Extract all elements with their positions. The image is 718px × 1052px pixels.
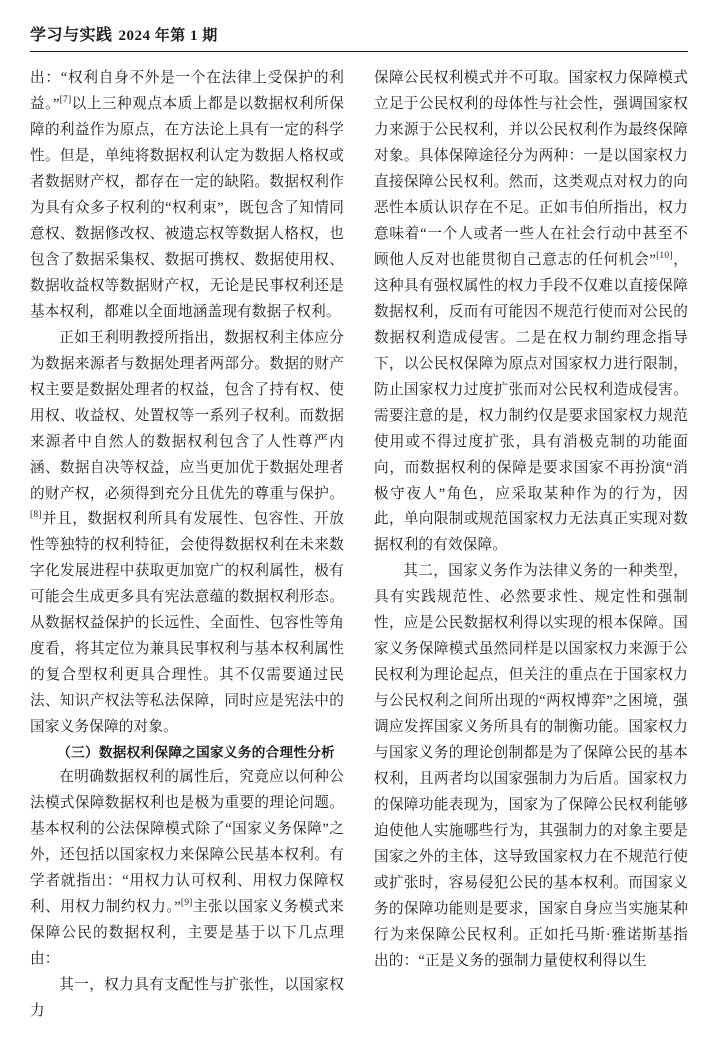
paragraph-left-4: 在明确数据权利的属性后，究竟应以何种公法模式保障数据权利也是极为重要的理论问题。基本权利的公法保障模式除了“国家义务保障”之外，还包括以国家权力来保障公民基本权利。有学者就指出：“用权力认可权利、用权力保障权利、用权力制约权力。”[9]主张以国家义务模式来保障公民的数据权利，主要是基于以下几点理由：: [30, 769, 344, 968]
paragraph-left-5: 其一，权力具有支配性与扩张性，以国家权力: [30, 977, 344, 1020]
column-right: [374, 66, 688, 975]
journal-title: 学习与实践: [30, 27, 113, 44]
body-columns: [30, 66, 688, 1025]
paragraph-left-3-subheading: （三）数据权利保障之国家义务的合理性分析: [57, 745, 336, 761]
journal-issue: 2024 年第 1 期: [118, 28, 218, 44]
paragraph-left-2: 正如王利明教授所指出，数据权利主体应分为数据来源者与数据处理者两部分。数据的财产权主要是数据处理者的权益，包含了持有权、使用权、收益权、处置权等一系列子权利。而数据来源者中自然人的数据权利包含了人性尊严内涵、数据自决等权益，应当更加优于数据处理者的财产权，必须得到充分且优先的尊重与保护。[8]并且，数据权利所具有发展性、包容性、开放性等独特的权利特征，会使得数据权利在未来数字化发展进程中获取更加宽广的权利属性，极有可能会生成更多具有宪法意蕴的数据权利形态。从数据权益保护的长远性、全面性、包容性等角度看，将其定位为兼具民事权利与基本权利属性的复合型权利更具合理性。其不仅需要通过民法、知识产权法等私法保障，同时应是宪法中的国家义务保障的对象。: [30, 329, 344, 736]
paragraph-right-2: 其二，国家义务作为法律义务的一种类型，具有实践规范性、必然要求性、规定性和强制性，应是公民数据权利得以实现的根本保障。国家义务保障模式虽然同样是以国家权力来源于公民权利为理论起点，但关注的重点在于国家权力与公民权利之间所出现的“两权博弈”之困境，强调应发挥国家义务所具有的制衡功能。国家权力与国家义务的理论创制都是为了保障公民的基本权利，且两者均以国家强制力为后盾。国家权力的保障功能表现为，国家为了保障公民权利能够迫使他人实施哪些行为，其强制力的对象主要是国家之外的主体，这导致国家权力在不规范行使或扩张时，容易侵犯公民的基本权利。而国家义务的保障功能则是要求，国家自身应当实施某种行为来保障公民权利。正如托马斯·雅诺斯基指出的：“正是义务的强制力量使权利得以生: [374, 563, 688, 969]
paragraph-left-1: 出：“权利自身不外是一个在法律上受保护的利益。”[7]以上三种观点本质上都是以数据权利所保障的利益作为原点，在方法论上具有一定的科学性。但是，单纯将数据权利认定为数据人格权或者数据财产权，都存在一定的缺陷。数据权利作为具有众多子权利的“权利束”，既包含了知情同意权、数据修改权、被遗忘权等数据人格权，也包含了数据采集权、数据可携权、数据使用权、数据收益权等数据财产权，无论是民事权利还是基本权利，都难以全面地涵盖现有数据子权利。: [30, 70, 344, 320]
header-divider: [30, 51, 688, 52]
page-header: [30, 22, 688, 51]
column-left: [30, 66, 344, 1025]
paragraph-right-1: 保障公民权利模式并不可取。国家权力保障模式立足于公民权利的母体性与社会性，强调国家权力来源于公民权利，并以公民权利作为最终保障对象。具体保障途径分为两种：一是以国家权力直接保障公民权利。然而，这类观点对权力的向恶性本质认识存在不足。正如韦伯所指出，权力意味着“一个人或者一些人在社会行动中甚至不顾他人反对也能贯彻自己意志的任何机会”[10]，这种具有强权属性的权力手段不仅难以直接保障数据权利，反而有可能因不规范行使而对公民的数据权利造成侵害。二是在权力制约理念指导下，以公民权保障为原点对国家权力进行限制，防止国家权力过度扩张而对公民权利造成侵害。需要注意的是，权力制约仅是要求国家权力规范使用或不得过度扩张，具有消极克制的功能面向，而数据权利的保障是要求国家不再扮演“消极守夜人”角色，应采取某种作为的行为，因此，单向限制或规范国家权力无法真正实现对数据权利的有效保障。: [374, 70, 689, 554]
